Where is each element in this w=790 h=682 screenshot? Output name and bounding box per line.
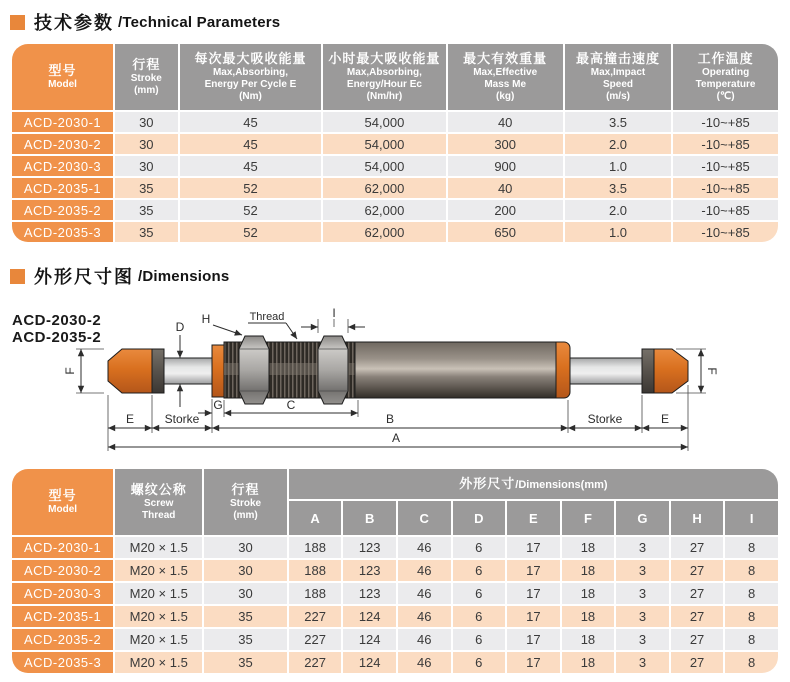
t1-cell: -10~+85 [673, 156, 778, 176]
t2-dim-cell: 3 [616, 652, 669, 673]
table-row [12, 112, 778, 132]
t2-dim-cell: 46 [398, 560, 451, 581]
t1-cell: 2.0 [565, 134, 671, 154]
t2-dim-cell: 227 [289, 629, 342, 650]
t2-dim-cell: 27 [671, 560, 724, 581]
t2-dim-cell: 27 [671, 537, 724, 558]
t2-dim-col-header-e: E [507, 501, 560, 535]
orange-square-bullet-icon [10, 269, 25, 284]
t1-cell: 30 [115, 134, 178, 154]
table-row [12, 537, 778, 558]
t1-cell: 45 [180, 156, 322, 176]
t2-dim-cell: 124 [343, 652, 396, 673]
t1-cell: 3.5 [565, 178, 671, 198]
t2-dim-cell: 227 [289, 606, 342, 627]
t1-cell: 54,000 [323, 134, 445, 154]
t1-col-header-5: 最高撞击速度 Max,Impact Speed (m/s) [565, 44, 671, 110]
t2-dim-cell: 124 [343, 629, 396, 650]
section1-title-en: /Technical Parameters [118, 13, 281, 31]
table-row [12, 606, 778, 627]
t1-cell: 45 [180, 112, 322, 132]
thread-callout [248, 311, 297, 339]
t2-dim-cell: 123 [343, 537, 396, 558]
table-row [12, 200, 778, 220]
table-row [12, 629, 778, 650]
t2-dim-cell: 6 [453, 583, 506, 604]
drawing-model-label-1: ACD-2030-2 [12, 312, 102, 329]
t1-col-header-6: 工作温度 Operating Temperature (℃) [673, 44, 778, 110]
t1-cell: 3.5 [565, 112, 671, 132]
t2-dim-cell: 46 [398, 652, 451, 673]
table-row [12, 134, 778, 154]
section1-title-zh: 技术参数 [34, 13, 114, 33]
svg-text:E: E [125, 412, 135, 426]
t1-model-cell: ACD-2030-2 [12, 134, 113, 154]
t2-dim-cell: 188 [289, 537, 342, 558]
t1-model-cell: ACD-2035-1 [12, 178, 113, 198]
t1-cell: 54,000 [323, 156, 445, 176]
t2-dim-cell: 17 [507, 606, 560, 627]
svg-text:F: F [705, 367, 719, 375]
t1-cell: -10~+85 [673, 222, 778, 242]
t2-dim-col-header-f: F [562, 501, 615, 535]
t2-dim-col-header-b: B [343, 501, 396, 535]
table-row [12, 652, 778, 673]
t1-col-header-3: 小时最大吸收能量 Max,Absorbing, Energy/Hour Ec (Nm/hr) [323, 44, 445, 110]
t2-dim-cell: 3 [616, 629, 669, 650]
t2-dim-cell: 27 [671, 652, 724, 673]
t2-thread-cell: M20 × 1.5 [115, 560, 202, 581]
t2-dim-cell: 6 [453, 537, 506, 558]
t2-header-screw-thread: 螺纹公称 Screw Thread [115, 469, 202, 535]
t1-cell: 1.0 [565, 222, 671, 242]
left-collar [152, 349, 164, 393]
t1-cell: 30 [115, 156, 178, 176]
t2-model-cell: ACD-2030-3 [12, 583, 113, 604]
dim-f-left [63, 349, 104, 393]
t2-dim-cell: 188 [289, 583, 342, 604]
table-row [12, 222, 778, 242]
t2-dim-cell: 8 [725, 606, 778, 627]
technical-parameters-title [10, 9, 790, 35]
table-row [12, 560, 778, 581]
svg-text:A: A [391, 431, 401, 445]
t2-dim-cell: 27 [671, 606, 724, 627]
t1-cell: 650 [448, 222, 563, 242]
t1-cell: 52 [180, 200, 322, 220]
t2-dim-cell: 3 [616, 583, 669, 604]
t2-header-row-1 [12, 469, 778, 499]
right-cap [654, 349, 688, 393]
t1-header-row [12, 44, 778, 110]
t2-dim-cell: 46 [398, 537, 451, 558]
smooth-body [355, 342, 556, 398]
t1-cell: -10~+85 [673, 200, 778, 220]
dimensions-title [10, 263, 790, 289]
t2-dim-cell: 8 [725, 537, 778, 558]
t1-cell: 1.0 [565, 156, 671, 176]
t2-dim-col-header-d: D [453, 501, 506, 535]
dimensions-table [10, 467, 780, 675]
t2-dim-cell: 46 [398, 606, 451, 627]
svg-text:D: D [175, 320, 185, 334]
t2-thread-cell: M20 × 1.5 [115, 652, 202, 673]
t2-dim-cell: 27 [671, 583, 724, 604]
dim-i [301, 306, 365, 333]
svg-text:Storke: Storke [164, 412, 200, 426]
table-row [12, 178, 778, 198]
t2-dim-cell: 18 [562, 583, 615, 604]
t2-dim-cell: 17 [507, 560, 560, 581]
t2-dim-col-header-h: H [671, 501, 724, 535]
t1-cell: 40 [448, 178, 563, 198]
t2-stroke-cell: 35 [204, 606, 287, 627]
t2-stroke-cell: 30 [204, 537, 287, 558]
t2-thread-cell: M20 × 1.5 [115, 629, 202, 650]
t1-cell: -10~+85 [673, 178, 778, 198]
t2-dim-cell: 3 [616, 560, 669, 581]
table-row [12, 583, 778, 604]
svg-text:F: F [63, 367, 77, 375]
t1-cell: 62,000 [323, 200, 445, 220]
t2-dim-cell: 227 [289, 652, 342, 673]
t1-cell: -10~+85 [673, 134, 778, 154]
t2-dim-cell: 124 [343, 606, 396, 627]
t1-cell: 900 [448, 156, 563, 176]
svg-text:C: C [286, 398, 296, 412]
orange-square-bullet-icon [10, 15, 25, 30]
t2-dim-cell: 27 [671, 629, 724, 650]
t2-dim-col-header-g: G [616, 501, 669, 535]
t2-dim-cell: 8 [725, 560, 778, 581]
t2-dim-cell: 3 [616, 537, 669, 558]
t1-cell: 45 [180, 134, 322, 154]
t2-dim-cell: 6 [453, 560, 506, 581]
t1-cell: 30 [115, 112, 178, 132]
table-row [12, 156, 778, 176]
t1-cell: 200 [448, 200, 563, 220]
t2-thread-cell: M20 × 1.5 [115, 583, 202, 604]
t1-col-header-0: 型号 Model [12, 44, 113, 110]
t2-stroke-cell: 35 [204, 629, 287, 650]
t2-dim-cell: 8 [725, 583, 778, 604]
hex-nut-2 [318, 336, 348, 404]
right-orange-ring [556, 342, 570, 398]
t2-dim-cell: 18 [562, 606, 615, 627]
t1-cell: -10~+85 [673, 112, 778, 132]
t2-dim-cell: 6 [453, 652, 506, 673]
t1-model-cell: ACD-2035-3 [12, 222, 113, 242]
svg-text:B: B [385, 412, 395, 426]
t1-cell: 62,000 [323, 222, 445, 242]
t2-dim-cell: 123 [343, 560, 396, 581]
right-piston-rod [570, 358, 642, 384]
t1-cell: 35 [115, 200, 178, 220]
t2-dim-cell: 17 [507, 652, 560, 673]
svg-text:Thread: Thread [249, 311, 285, 323]
t2-dim-cell: 17 [507, 537, 560, 558]
left-piston-rod [164, 358, 212, 384]
section2-title-en: /Dimensions [138, 267, 230, 285]
t2-dim-cell: 8 [725, 652, 778, 673]
t1-cell: 62,000 [323, 178, 445, 198]
t2-dim-cell: 123 [343, 583, 396, 604]
t2-dim-cell: 17 [507, 629, 560, 650]
t1-col-header-2: 每次最大吸收能量 Max,Absorbing, Energy Per Cycle E (Nm) [180, 44, 322, 110]
t2-model-cell: ACD-2035-1 [12, 606, 113, 627]
t2-dim-cell: 18 [562, 537, 615, 558]
left-orange-ring [212, 345, 224, 397]
t2-stroke-cell: 30 [204, 583, 287, 604]
t2-dim-cell: 188 [289, 560, 342, 581]
t2-dim-cell: 46 [398, 583, 451, 604]
t2-header-dimensions-group: 外形尺寸/Dimensions(mm) [289, 469, 778, 499]
dim-h [202, 312, 242, 335]
t1-cell: 52 [180, 178, 322, 198]
t2-dim-cell: 3 [616, 606, 669, 627]
t2-model-cell: ACD-2030-1 [12, 537, 113, 558]
t1-cell: 35 [115, 222, 178, 242]
t2-dim-cell: 18 [562, 629, 615, 650]
t2-dim-cell: 6 [453, 629, 506, 650]
t1-model-cell: ACD-2030-3 [12, 156, 113, 176]
t1-cell: 300 [448, 134, 563, 154]
t2-thread-cell: M20 × 1.5 [115, 606, 202, 627]
t1-cell: 35 [115, 178, 178, 198]
svg-text:I: I [332, 306, 336, 320]
t2-dim-col-header-c: C [398, 501, 451, 535]
t2-dim-cell: 6 [453, 606, 506, 627]
right-collar [642, 349, 654, 393]
t1-col-header-1: 行程 Stroke (mm) [115, 44, 178, 110]
svg-text:Storke: Storke [587, 412, 623, 426]
t2-thread-cell: M20 × 1.5 [115, 537, 202, 558]
t1-model-cell: ACD-2030-1 [12, 112, 113, 132]
t2-dim-cell: 8 [725, 629, 778, 650]
t2-dim-cell: 17 [507, 583, 560, 604]
t2-header-stroke: 行程 Stroke (mm) [204, 469, 287, 535]
t2-dim-cell: 18 [562, 652, 615, 673]
left-cap [108, 349, 152, 393]
t1-cell: 40 [448, 112, 563, 132]
dimension-drawing [0, 305, 790, 467]
t1-cell: 2.0 [565, 200, 671, 220]
t2-stroke-cell: 35 [204, 652, 287, 673]
t2-model-cell: ACD-2035-3 [12, 652, 113, 673]
t1-model-cell: ACD-2035-2 [12, 200, 113, 220]
t2-dim-col-header-i: I [725, 501, 778, 535]
drawing-model-label-2: ACD-2035-2 [12, 329, 102, 346]
shock-absorber-drawing [0, 305, 790, 462]
t2-model-cell: ACD-2030-2 [12, 560, 113, 581]
section2-title-zh: 外形尺寸图 [34, 267, 134, 287]
hex-nut-1 [239, 336, 269, 404]
t2-dim-cell: 18 [562, 560, 615, 581]
t2-dim-col-header-a: A [289, 501, 342, 535]
t1-cell: 52 [180, 222, 322, 242]
t2-model-cell: ACD-2035-2 [12, 629, 113, 650]
svg-text:G: G [213, 398, 223, 412]
t1-cell: 54,000 [323, 112, 445, 132]
svg-text:H: H [201, 312, 211, 326]
svg-text:E: E [660, 412, 670, 426]
dim-a [108, 431, 688, 447]
technical-parameters-table [10, 42, 780, 244]
t2-header-model: 型号 Model [12, 469, 113, 535]
t2-dim-cell: 46 [398, 629, 451, 650]
t1-col-header-4: 最大有效重量 Max,Effective Mass Me (kg) [448, 44, 563, 110]
t2-stroke-cell: 30 [204, 560, 287, 581]
